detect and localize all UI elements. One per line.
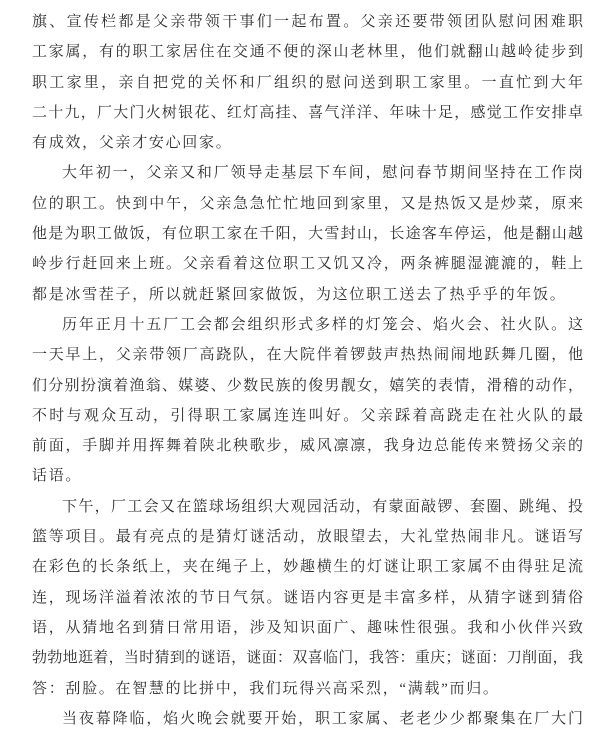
text-line: 旗、宣传栏都是父亲带领干事们一起布置。父亲还要带领团队慰问困难职 [32,14,583,30]
text-line: 岭步行赶回来上班。父亲看着这位职工又饥又冷，两条裤腿湿漉漉的，鞋上 [32,256,583,273]
text-line: 有成效，父亲才安心回家。 [32,135,233,152]
text-line: 职工家里，亲自把党的关怀和厂组织的慰问送到职工家里。一直忙到大年 [32,74,583,91]
text-line: 当夜幕降临，焰火晚会就要开始，职工家属、老老少少都聚集在厂大门 [62,710,583,727]
text-line: 答：刮脸。在智慧的比拼中，我们玩得兴高采烈，“满载”而归。 [32,680,500,697]
text-line: 篮等项目。最有亮点的是猜灯谜活动，放眼望去，大礼堂热闹非凡。谜语写 [32,529,583,546]
text-line: 下午，厂工会又在篮球场组织大观园活动，有蒙面敲锣、套圈、跳绳、投 [62,498,583,515]
text-line: 一天早上，父亲带领厂高跷队，在大院伴着锣鼓声热热闹闹地跃舞几圈，他 [32,347,583,364]
text-line: 他是为职工做饭，有位职工家在千阳，大雪封山，长途客车停运，他是翻山越 [32,226,583,243]
text-line: 大年初一，父亲又和厂领导走基层下车间，慰问春节期间坚持在工作岗 [62,165,583,182]
text-line: 工家属，有的职工家居住在交通不便的深山老林里，他们就翻山越岭徒步到 [32,44,583,61]
text-line: 二十九，厂大门火树银花、红灯高挂、喜气洋洋、年味十足，感觉工作安排卓 [32,104,583,121]
text-line: 不时与观众互动，引得职工家属连连叫好。父亲踩着高跷走在社火队的最 [32,407,583,424]
text-line: 前面，手脚并用挥舞着陕北秧歌步，威风凛凛，我身边总能传来赞扬父亲的 [32,438,583,455]
text-line: 都是冰雪茬子，所以就赶紧回家做饭，为这位职工送去了热乎乎的年饭。 [32,286,567,303]
text-line: 话语。 [32,468,83,485]
text-line: 们分别扮演着渔翁、媒婆、少数民族的俊男靓女，嬉笑的表情，滑稽的动作， [32,377,583,394]
text-line: 在彩色的长条纸上，夹在绳子上，妙趣横生的灯谜让职工家属不由得驻足流 [32,559,583,576]
text-line: 位的职工。快到中午，父亲急急忙忙地回到家里，又是热饭又是炒菜，原来 [32,195,583,212]
text-line: 连，现场洋溢着浓浓的节日气氛。谜语内容更是丰富多样，从猜字谜到猜俗 [32,589,583,606]
text-line: 语，从猜地名到猜日常用语，涉及知识面广、趣味性很强。我和小伙伴兴致 [32,619,583,636]
text-body [32,0,583,734]
text-line: 历年正月十五厂工会都会组织形式多样的灯笼会、焰火会、社火队。这 [62,316,583,333]
text-line: 勃勃地逛着，当时猜到的谜语，谜面：双喜临门，我答：重庆；谜面：刀削面，我 [32,650,583,667]
